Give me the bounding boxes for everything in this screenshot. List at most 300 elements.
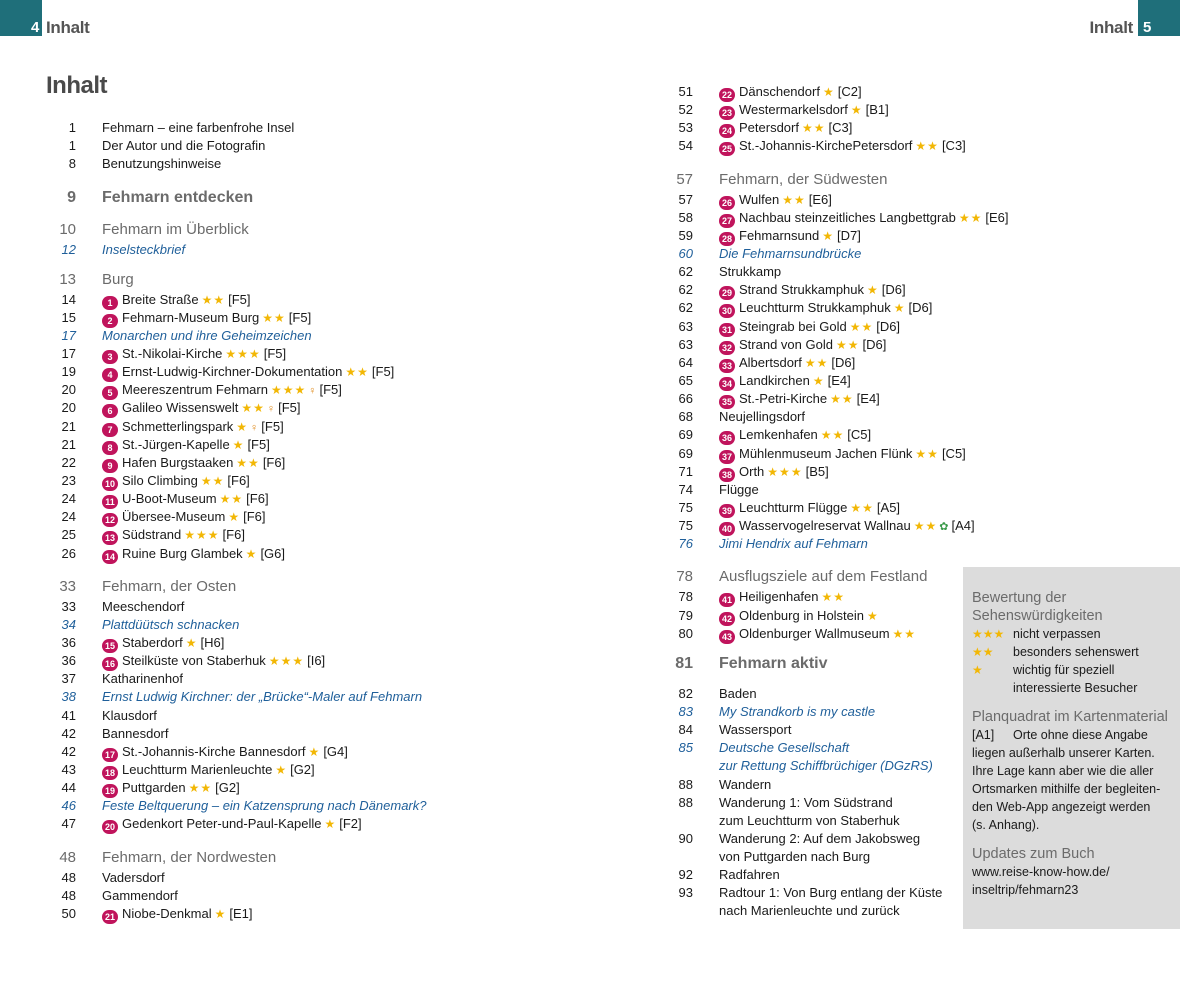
entry-title [76,291,516,309]
star-rating [972,679,1013,697]
star-rating: ★★ [915,446,939,461]
page-number: 64 [678,354,693,370]
page-number: 65 [678,372,693,388]
map-grid-reference: [F5] [278,400,301,416]
poi-name: Südstrand [122,527,182,543]
updates-title: Updates zum Buch [972,846,1095,862]
poi-number-badge: 14 [102,550,118,564]
rating-description: wichtig für speziell [1013,663,1115,677]
poi-name: Staberdorf [122,634,183,650]
page-number: 57 [678,191,693,207]
family-icon: ♀ [266,403,276,416]
feature-entry[interactable] [46,797,516,815]
page-number: 24 [61,491,76,507]
page-number: 22 [61,454,76,470]
right-page-number: 5 [1138,0,1180,36]
page-number: 50 [61,905,76,921]
toc-entry[interactable] [46,652,516,670]
feature-entry[interactable] [46,327,516,345]
left-running-head: Inhalt [46,18,90,37]
poi-number-badge: 41 [719,593,735,607]
toc-entry[interactable] [663,101,963,119]
poi-number-badge: 4 [102,368,118,382]
star-rating: ★★ [801,121,826,136]
page-number: 42 [61,725,76,741]
entry-title [76,652,516,670]
toc-entry[interactable] [46,345,516,363]
entry-title: Bannesdorf [102,725,169,741]
map-grid-reference: [F6] [246,491,269,507]
page-number: 69 [678,427,693,443]
toc-entry[interactable] [663,625,963,643]
toc-entry[interactable] [46,508,516,526]
poi-number-badge: 10 [102,477,118,491]
star-rating: ★ [822,228,834,243]
poi-number-badge: 13 [102,531,118,545]
page-number: 12 [61,242,76,258]
map-grid-reference: [A5] [876,499,901,515]
entry-title [693,191,963,209]
star-rating: ★ [867,608,879,623]
page-number: 93 [678,885,693,901]
star-rating: ★★ [915,139,939,154]
toc-entry[interactable] [663,685,963,703]
toc-entry[interactable] [46,887,516,905]
entry-title: Radtour 1: Von Burg entlang der Küste [719,885,943,901]
entry-title [76,363,516,381]
toc-entry[interactable] [663,812,963,830]
toc-entry[interactable] [663,390,963,408]
toc-entry[interactable] [46,725,516,743]
page-number: 74 [678,481,693,497]
entry-title: Klausdorf [102,707,157,723]
toc-entry[interactable] [46,779,516,797]
star-rating: ★ [185,635,198,650]
page-number: 53 [678,120,693,136]
entry-title [693,227,963,245]
star-rating: ★★★ [767,464,803,479]
map-grid-reference: [G6] [260,545,286,561]
poi-name: Wulfen [739,191,780,207]
toc-entry[interactable] [663,137,966,155]
star-rating: ★ [236,419,249,434]
toc-entry[interactable] [46,634,516,652]
page-number: 37 [61,671,76,687]
section-heading[interactable] [46,219,516,241]
entry-title: Jimi Hendrix auf Fehmarn [719,536,868,552]
entry-title [76,381,516,399]
toc-entry[interactable] [46,490,516,508]
chapter-heading[interactable] [46,186,516,210]
entry-title: Wanderung 1: Vom Südstrand [719,794,893,810]
poi-name: Dänschendorf [739,84,820,99]
entry-title [76,490,516,508]
section-heading[interactable] [46,269,516,291]
page-number: 33 [59,577,76,595]
page-number: 1 [68,120,76,135]
section-heading[interactable] [46,576,516,598]
toc-entry[interactable] [46,155,516,173]
page-number: 75 [678,499,693,515]
poi-number-badge: 2 [102,314,118,328]
map-grid-reference: [D6] [862,336,887,352]
entry-title [76,345,516,363]
grid-title: Planquadrat im Kartenmaterial [972,709,1168,725]
star-rating: ★ [308,744,321,759]
entry-title [693,625,963,643]
page-number: 36 [61,634,76,650]
toc-entry[interactable] [46,707,516,725]
grid-explanation-line: Ortsmarken mithilfe der begleiten- [972,782,1161,796]
toc-entry[interactable] [663,209,1009,227]
poi-number-badge: 17 [102,748,118,762]
toc-entry[interactable] [46,905,516,923]
page-number: 90 [678,830,693,846]
toc-entry[interactable] [663,499,963,517]
rating-title: Bewertung der [972,590,1067,606]
map-grid-reference: [F5] [247,436,270,452]
page-number: 24 [61,509,76,525]
toc-entry[interactable] [663,902,963,920]
toc-entry[interactable] [663,588,963,606]
map-grid-reference: [F2] [339,816,362,832]
toc-entry[interactable] [46,309,516,327]
page-number: 79 [678,607,693,623]
toc-entry[interactable] [46,119,516,137]
star-rating: ★ [324,817,337,832]
page-number: 60 [678,245,693,261]
poi-number-badge: 35 [719,395,735,409]
page-number: 83 [678,703,693,719]
map-grid-reference: [C3] [941,138,966,154]
poi-number-badge: 8 [102,441,118,455]
poi-number-badge: 1 [102,296,118,310]
poi-name: Gedenkort Peter-und-Paul-Kapelle [122,816,322,832]
poi-name: St.-Petri-Kirche [739,391,828,407]
toc-entry[interactable] [663,336,963,354]
toc-entry[interactable] [663,481,963,499]
toc-left-column [46,119,516,923]
entry-title: Fehmarn im Überblick [102,221,249,239]
map-grid-reference: [D6] [876,318,901,334]
toc-entry[interactable] [46,815,516,833]
toc-entry[interactable] [46,743,516,761]
toc-entry[interactable] [663,227,963,245]
map-grid-reference: [F6] [243,509,266,525]
toc-entry[interactable] [46,418,516,436]
entry-title: Baden [719,685,757,701]
page-number: 57 [676,170,693,188]
entry-title [693,281,963,299]
page-number: 85 [678,740,693,756]
page-number: 88 [678,794,693,810]
entry-title: Monarchen und ihre Geheimzeichen [102,327,312,343]
rating-legend-row [972,625,1172,643]
toc-entry[interactable] [663,884,963,902]
star-rating: ★★ [236,455,260,470]
entry-title [76,779,516,797]
star-rating: ★ [822,85,835,99]
star-rating: ★ [972,663,983,677]
toc-entry[interactable] [663,372,963,390]
toc-entry[interactable] [663,776,963,794]
star-rating: ★ [850,103,863,118]
page-number: 78 [678,589,693,605]
map-grid-reference: [F5] [261,418,284,434]
map-grid-reference: [F5] [288,309,312,325]
toc-entry[interactable] [663,83,963,101]
poi-name: Schmetterlingspark [122,418,234,434]
toc-entry[interactable] [46,399,516,417]
feature-entry[interactable] [46,616,516,634]
nature-icon: ✿ [939,521,949,534]
page-number: 42 [61,743,76,759]
toc-entry[interactable] [46,598,516,616]
poi-name: Ernst-Ludwig-Kirchner-Dokumentation [122,364,343,380]
toc-entry[interactable] [663,318,963,336]
poi-name: St.-Johannis-KirchePetersdorf [739,138,913,154]
poi-name: Heiligenhafen [739,589,819,605]
poi-name: Mühlenmuseum Jachen Flünk [739,445,913,461]
poi-number-badge: 16 [102,657,118,671]
poi-name: Ruine Burg Glambek [122,545,243,561]
toc-entry[interactable] [663,607,963,625]
entry-title [693,354,963,372]
toc-entry[interactable] [663,866,963,884]
entry-title [76,454,516,472]
updates-url-line: inseltrip/fehmarn23 [972,883,1079,897]
entry-title [76,761,516,779]
spacer [663,676,963,685]
page-number: 13 [59,270,76,288]
spacer [663,643,963,652]
page-number: 59 [678,227,693,243]
entry-title [76,815,516,833]
star-rating: ★★ [262,310,286,325]
map-grid-reference: [D6] [881,282,906,298]
entry-title: Burg [102,270,134,288]
feature-entry[interactable] [663,245,963,263]
entry-title [693,372,963,390]
map-grid-reference: [F5] [319,382,342,398]
toc-entry[interactable] [663,426,963,444]
map-grid-reference: [F6] [222,527,245,543]
toc-entry[interactable] [663,794,963,812]
entry-title: Plattdüütsch schnacken [102,616,240,632]
toc-entry[interactable] [46,761,516,779]
map-grid-reference: [A4] [951,518,975,534]
toc-entry[interactable] [46,472,516,490]
page-number: 36 [61,653,76,669]
poi-name: St.-Johannis-Kirche Bannesdorf [122,743,306,759]
entry-title [76,743,516,761]
page-number: 92 [678,867,693,883]
entry-title [76,399,516,417]
toc-entry[interactable] [46,137,516,155]
map-grid-reference: [G4] [323,743,348,759]
poi-number-badge: 11 [102,495,118,509]
family-icon: ♀ [250,421,259,434]
poi-number-badge: 42 [719,612,735,626]
poi-name: Leuchtturm Marienleuchte [122,761,273,777]
toc-entry[interactable] [663,354,963,372]
poi-name: Leuchtturm Strukkamphuk [739,300,891,316]
section-heading[interactable] [663,169,963,191]
feature-entry[interactable] [663,535,963,553]
poi-number-badge: 31 [719,323,735,337]
rating-description: nicht verpassen [1013,627,1101,641]
toc-entry[interactable] [46,381,516,399]
map-grid-reference: [B1] [865,102,889,118]
star-rating: ★★★ [184,528,220,543]
toc-entry[interactable] [46,436,516,454]
page-number: 38 [61,689,76,705]
rating-legend-row [972,661,1172,679]
poi-name: U-Boot-Museum [122,491,217,507]
feature-entry[interactable] [46,688,516,706]
toc-entry[interactable] [46,526,516,544]
entry-title: von Puttgarden nach Burg [719,849,871,865]
chapter-heading[interactable] [663,652,963,676]
entry-title [693,336,963,354]
entry-title [693,517,975,535]
poi-name: Steilküste von Staberhuk [122,653,266,669]
page-number: 9 [67,189,76,207]
page-number: 58 [678,209,693,225]
entry-title: Katharinenhof [102,671,183,687]
poi-number-badge: 40 [719,522,735,536]
entry-title: Flügge [719,481,759,497]
star-rating: ★★ [804,355,829,370]
poi-name: Petersdorf [739,120,799,136]
poi-number-badge: 25 [719,142,735,156]
poi-name: Strand von Gold [739,336,833,352]
map-grid-reference: [E4] [856,391,880,407]
feature-entry[interactable] [663,757,963,775]
map-grid-reference: [D6] [908,300,933,316]
entry-title: Wanderung 2: Auf dem Jakobsweg [719,830,921,846]
toc-entry[interactable] [46,291,516,309]
spacer [663,553,963,566]
poi-name: Albertsdorf [739,354,802,370]
toc-entry[interactable] [46,454,516,472]
toc-entry[interactable] [46,869,516,887]
toc-entry[interactable] [46,545,516,563]
star-rating: ★ [228,510,241,525]
poi-name: Silo Climbing [122,472,198,488]
toc-entry[interactable] [663,191,963,209]
poi-number-badge: 9 [102,459,118,473]
star-rating: ★★ [345,365,369,380]
feature-entry[interactable] [46,241,516,259]
page-number: 34 [61,616,76,632]
toc-entry[interactable] [663,281,963,299]
toc-entry[interactable] [663,445,966,463]
entry-title: Fehmarn aktiv [719,654,828,672]
toc-entry[interactable] [46,363,516,381]
star-rating: ★★ [835,337,860,352]
poi-number-badge: 26 [719,196,735,210]
toc-entry[interactable] [663,463,963,481]
page-number: 82 [678,685,693,701]
page-number: 33 [61,598,76,614]
poi-number-badge: 32 [719,341,735,355]
toc-entry[interactable] [663,263,963,281]
star-rating: ★ [893,301,906,316]
entry-title [76,436,516,454]
star-rating: ★★ [200,473,225,488]
page-number: 47 [61,816,76,832]
star-rating: ★★ [830,392,854,407]
map-grid-reference: [C5] [847,427,872,443]
page-number: 14 [61,291,76,307]
entry-title [693,426,963,444]
entry-title [693,607,963,625]
map-grid-reference: [G2] [290,761,315,777]
poi-number-badge: 7 [102,423,118,437]
poi-name: Breite Straße [122,291,199,307]
star-rating: ★★ [850,500,874,515]
poi-name: Landkirchen [739,372,810,388]
toc-entry[interactable] [663,517,975,535]
toc-entry[interactable] [663,848,963,866]
entry-title: Ernst Ludwig Kirchner: der „Brücke“-Maler auf Fehmarn [102,689,423,705]
entry-title: Benutzungshinweise [102,156,222,172]
entry-title: Fehmarn, der Osten [102,577,237,595]
poi-number-badge: 39 [719,504,735,518]
entry-title: Feste Beltquerung – ein Katzensprung nach Dänemark? [102,798,427,814]
toc-entry[interactable] [663,721,963,739]
poi-name: Niobe-Denkmal [122,905,212,921]
grid-explanation-line: Orte ohne diese Angabe [1013,728,1148,742]
entry-title: Fehmarn – eine farbenfrohe Insel [102,120,295,135]
right-running-head: Inhalt [1089,18,1133,37]
map-grid-reference: [F5] [263,345,287,361]
page-number: 15 [61,309,76,325]
page-number: 80 [678,625,693,641]
entry-title: Fehmarn, der Nordwesten [102,848,277,866]
toc-entry[interactable] [663,299,963,317]
rating-description: interessierte Besucher [1013,681,1138,695]
grid-explanation-line: den Web-App angezeigt werden [972,800,1151,814]
page-number: 17 [61,345,76,361]
star-rating: ★★ [913,519,938,534]
star-rating: ★ [245,546,258,561]
star-rating: ★★ [219,492,244,507]
toc-entry[interactable] [663,408,963,426]
entry-title [76,309,516,327]
entry-title [76,545,516,563]
page-number: 54 [678,138,693,154]
section-heading[interactable] [46,847,516,869]
entry-title: Vadersdorf [102,869,165,885]
poi-number-badge: 18 [102,766,118,780]
entry-title [693,390,963,408]
section-heading[interactable] [663,566,963,588]
feature-entry[interactable] [663,703,963,721]
page-number: 81 [675,654,693,672]
entry-title [693,499,963,517]
toc-entry[interactable] [663,119,963,137]
toc-entry[interactable] [663,830,963,848]
feature-entry[interactable] [663,739,963,757]
poi-number-badge: 38 [719,468,735,482]
toc-entry[interactable] [46,670,516,688]
poi-name: Fehmarn-Museum Burg [122,309,260,325]
legend-box [963,567,1180,929]
map-grid-reference: [B5] [805,463,829,479]
entry-title [76,418,516,436]
